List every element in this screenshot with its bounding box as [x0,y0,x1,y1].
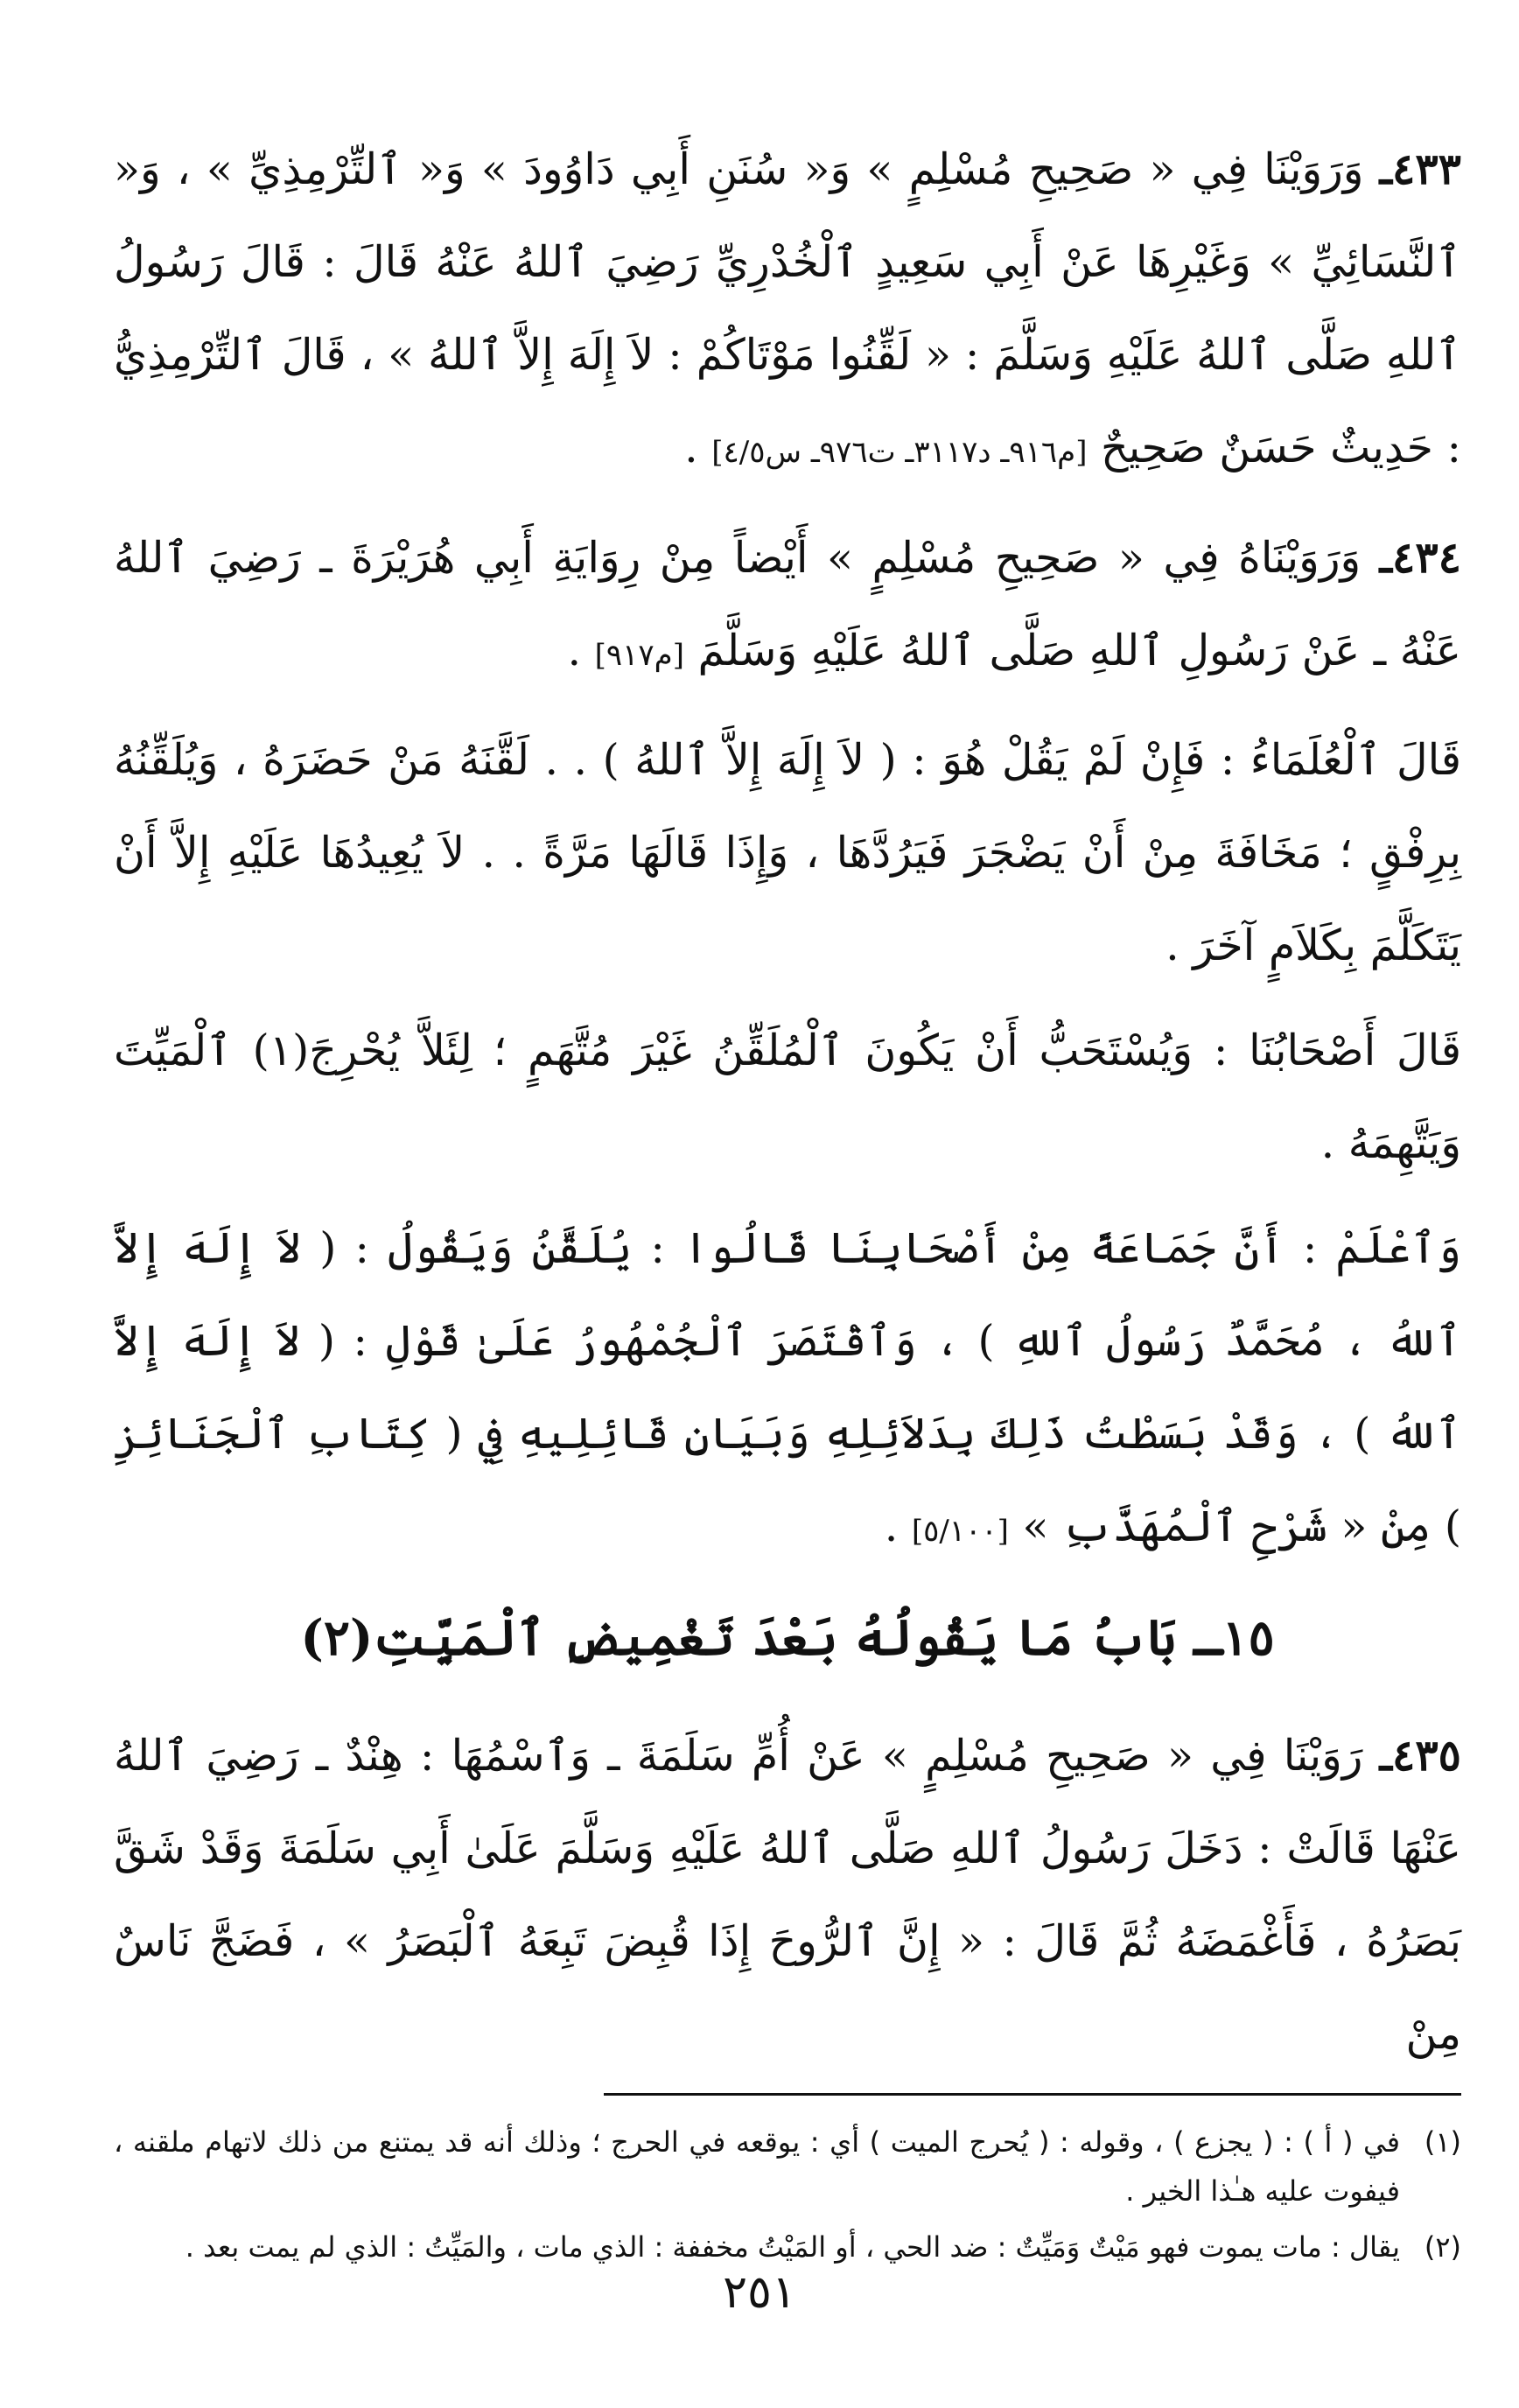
companions-paragraph [114,1004,1461,1190]
scholars-paragraph [114,714,1461,992]
source-reference: [م٩١٧] [594,638,684,673]
footnote-1 [114,2118,1461,2216]
paragraph-text: وَرَوَيْنَا فِي « صَحِيحِ مُسْلِمٍ » وَ« سُنَنِ أَبِي دَاوُودَ » وَ« ٱلتِّرْمِذِيِّ » ، وَ« ٱلنَّسَائِيِّ » وَغَيْرِهَا عَنْ أَبِي سَعِيدٍ ٱلْخُدْرِيِّ رَضِيَ ٱللهُ عَنْهُ قَالَ : قَالَ رَسُولُ ٱللهِ صَلَّى ٱللهُ عَلَيْهِ وَسَلَّمَ : « لَقِّنُوا مَوْتَاكُمْ : لاَ إِلَهَ إِلاَّ ٱللهُ » ، قَالَ ٱلتِّرْمِذِيُّ : حَدِيثٌ حَسَنٌ صَحِيحٌ [114,144,1461,472]
source-reference: [م٩١٦ـ د٣١١٧ـ ت٩٧٦ـ س٤/٥] [711,435,1088,470]
chapter-heading: ١٥ـ بَابُ مَا يَقُولُهُ بَعْدَ تَغْمِيضِ ٱلْمَيِّتِ(٢) [300,1609,1275,1667]
footnotes [114,2118,1461,2278]
paragraph-text: رَوَيْنَا فِي « صَحِيحِ مُسْلِمٍ » عَنْ أُمِّ سَلَمَةَ ـ وَٱسْمُهَا : هِنْدٌ ـ رَضِيَ ٱللهُ عَنْهَا قَالَتْ : دَخَلَ رَسُولُ ٱللهِ صَلَّى ٱللهُ عَلَيْهِ وَسَلَّمَ عَلَىٰ أَبِي سَلَمَةَ وَقَدْ شَقَّ بَصَرُهُ ، فَأَغْمَضَهُ ثُمَّ قَالَ : « إِنَّ ٱلرُّوحَ إِذَا قُبِضَ تَبِعَهُ ٱلْبَصَرُ » ، فَضَجَّ نَاسٌ مِنْ [114,1731,1461,2059]
hadith-number: ٤٣٣ـ [1379,144,1461,194]
hadith-434 [114,511,1461,702]
hadith-number: ٤٣٥ـ [1379,1730,1461,1781]
footnote-text: يقال : مات يموت فهو مَيْتٌ وَمَيِّتٌ : ضد الحي ، أو المَيْتُ مخففة : الذي مات ، والمَيِّتُ : الذي لم يمت بعد . [185,2230,1400,2264]
paragraph-text: وَرَوَيْنَاهُ فِي « صَحِيحِ مُسْلِمٍ » أَيْضاً مِنْ رِوَايَةِ أَبِي هُرَيْرَةَ ـ رَضِيَ ٱللهُ عَنْهُ ـ عَنْ رَسُولِ ٱللهِ صَلَّى ٱللهُ عَلَيْهِ وَسَلَّمَ [114,533,1461,676]
hadith-433 [114,122,1461,499]
paragraph-end: . [684,423,712,472]
footnote-marker: (٢) [1424,2230,1461,2264]
paragraph-end: . [567,626,595,676]
paragraph-text: قَالَ ٱلْعُلَمَاءُ : فَإِنْ لَمْ يَقُلْ هُوَ : ( لاَ إِلَهَ إِلاَّ ٱللهُ ) . . لَقَّنَهُ مَنْ حَضَرَهُ ، وَيُلَقِّنُهُ بِرِفْقٍ ؛ مَخَافَةَ مِنْ أَنْ يَضْجَرَ فَيَرُدَّهَا ، وَإِذَا قَالَهَا مَرَّةً . . لاَ يُعِيدُهَا عَلَيْهِ إِلاَّ أَنْ يَتَكَلَّمَ بِكَلاَمٍ آخَرَ . [114,735,1461,970]
paragraph-end: . [884,1502,912,1551]
paragraph-text: وَٱعْلَمْ : أَنَّ جَمَاعَةً مِنْ أَصْحَابِنَا قَالُوا : يُلَقَّنُ وَيَقُولُ : ( لاَ إِلَهَ إِلاَّ ٱللهُ ، مُحَمَّدٌ رَسُولُ ٱللهِ ) ، وَٱقْتَصَرَ ٱلْجُمْهُورُ عَلَىٰ قَوْلِ : ( لاَ إِلَهَ إِلاَّ ٱللهُ ) ، وَقَدْ بَسَطْتُ ذَلِكَ بِدَلاَئِلِهِ وَبَيَانِ قَائِلِيهِ فِي ( كِتَابِ ٱلْجَنَائِزِ ) مِنْ « شَرْحِ ٱلْمُهَذَّبِ » [114,1223,1461,1551]
source-reference: [٥/١٠٠] [911,1514,1009,1549]
footnote-marker: (١) [1424,2125,1461,2159]
hadith-435 [114,1709,1461,2081]
know-paragraph [114,1202,1461,1578]
hadith-number: ٤٣٤ـ [1379,532,1461,583]
page-number: ٢٥١ [723,2266,796,2319]
footnote-divider [604,2093,1461,2096]
paragraph-text: قَالَ أَصْحَابُنَا : وَيُسْتَحَبُّ أَنْ يَكُونَ ٱلْمُلَقِّنُ غَيْرَ مُتَّهَمٍ ؛ لِئَلاَّ يُحْرِجَ(١) ٱلْمَيِّتَ وَيَتَّهِمَهُ . [114,1026,1462,1168]
main-text [114,122,1461,2093]
footnote-text: في ( أ ) : ( يجزع ) ، وقوله : ( يُحرج الميت ) أي : يوقعه في الحرج ؛ وذلك أنه قد يمتنع من ذلك لاتهام ملقنه ، فيفوت عليه هـٰذا الخير . [114,2125,1400,2208]
footnote-2 [114,2222,1461,2272]
